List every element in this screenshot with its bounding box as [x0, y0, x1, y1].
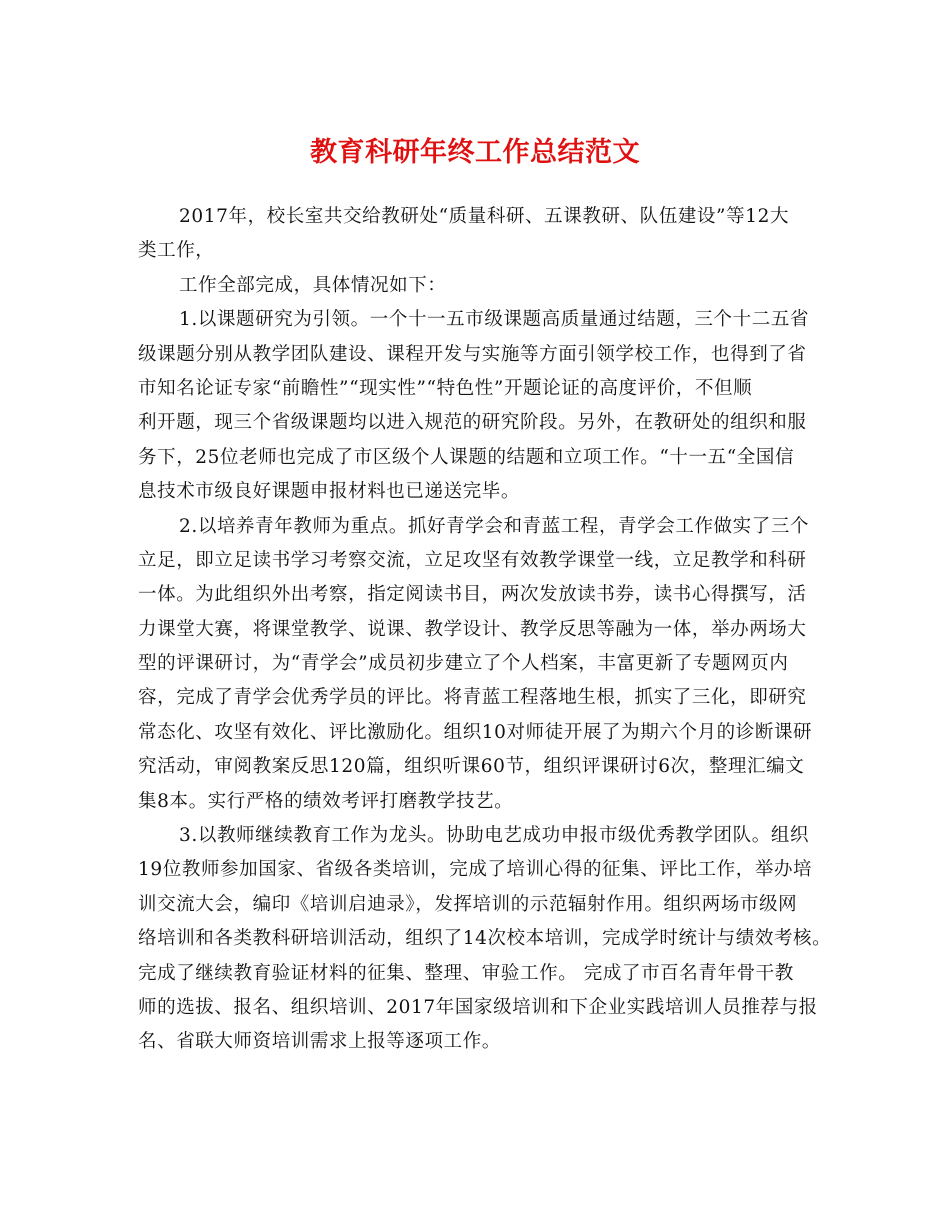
- document-body: [138, 200, 832, 1060]
- paragraph-line: 2017年，校长室共交给教研处“质量科研、五课教研、队伍建设”等12大: [179, 206, 790, 227]
- paragraph-line: 立足，即立足读书学习考察交流，立足攻坚有效教学课堂一线，立足教学和科研: [138, 549, 807, 571]
- paragraph-line: 利开题，现三个省级课题均以进入规范的研究阶段。另外，在教研处的组织和服: [138, 412, 807, 434]
- paragraph-line: 师的选拔、报名、组织培训、2017年国家级培训和下企业实践培训人员推荐与报: [138, 996, 818, 1018]
- paragraph-line: 2.以培养青年教师为重点。抓好青学会和青蓝工程，青学会工作做实了三个: [179, 515, 810, 537]
- paragraph-line: 常态化、攻坚有效化、评比激励化。组织10对师徒开展了为期六个月的诊断课研: [138, 721, 813, 743]
- paragraph-line: 工作全部完成，具体情况如下：: [179, 274, 447, 296]
- paragraph-line: 一体。为此组织外出考察，指定阅读书目，两次发放读书券，读书心得撰写，活: [138, 584, 807, 606]
- paragraph-line: 型的评课研讨，为“青学会”成员初步建立了个人档案，丰富更新了专题网页内: [138, 653, 789, 675]
- paragraph-line: 容，完成了青学会优秀学员的评比。将青蓝工程落地生根，抓实了三化，即研究: [138, 687, 807, 709]
- paragraph-line: 络培训和各类教科研培训活动，组织了14次校本培训，完成学时统计与绩效考核。: [138, 928, 832, 950]
- paragraph-line: 务下，25位老师也完成了市区级个人课题的结题和立项工作。“十一五“全国信: [138, 446, 795, 468]
- paragraph-line: 究活动，审阅教案反思120篇，组织听课60节，组织评课研讨6次，整理汇编文: [138, 756, 805, 778]
- paragraph-line: 训交流大会，编印《培训启迪录》，发挥培训的示范辐射作用。组织两场市级网: [138, 893, 798, 915]
- paragraph-line: 19位教师参加国家、省级各类培训，完成了培训心得的征集、评比工作，举办培: [138, 859, 813, 881]
- paragraph-line: 息技术市级良好课题申报材料也已递送完毕。: [138, 481, 521, 503]
- paragraph-line: 1.以课题研究为引领。一个十一五市级课题高质量通过结题，三个十二五省: [179, 309, 810, 331]
- paragraph-line: 市知名论证专家“前瞻性”“现实性”“特色性”开题论证的高度评价，不但顺: [138, 377, 753, 399]
- paragraph-line: 力课堂大赛，将课堂教学、说课、教学设计、教学反思等融为一体，举办两场大: [138, 618, 807, 640]
- paragraph-line: 3.以教师继续教育工作为龙头。协助电艺成功申报市级优秀教学团队。组织: [179, 825, 810, 847]
- document-title: 教育科研年终工作总结范文: [310, 137, 640, 168]
- paragraph-line: 完成了继续教育验证材料的征集、整理、审验工作。 完成了市百名青年骨干教: [138, 962, 794, 984]
- paragraph-line: 级课题分别从教学团队建设、课程开发与实施等方面引领学校工作，也得到了省: [138, 343, 807, 365]
- paragraph-line: 集8本。实行严格的绩效考评打磨教学技艺。: [138, 790, 514, 812]
- paragraph-line: 类工作，: [138, 240, 215, 262]
- paragraph-line: 名、省联大师资培训需求上报等逐项工作。: [138, 1031, 501, 1053]
